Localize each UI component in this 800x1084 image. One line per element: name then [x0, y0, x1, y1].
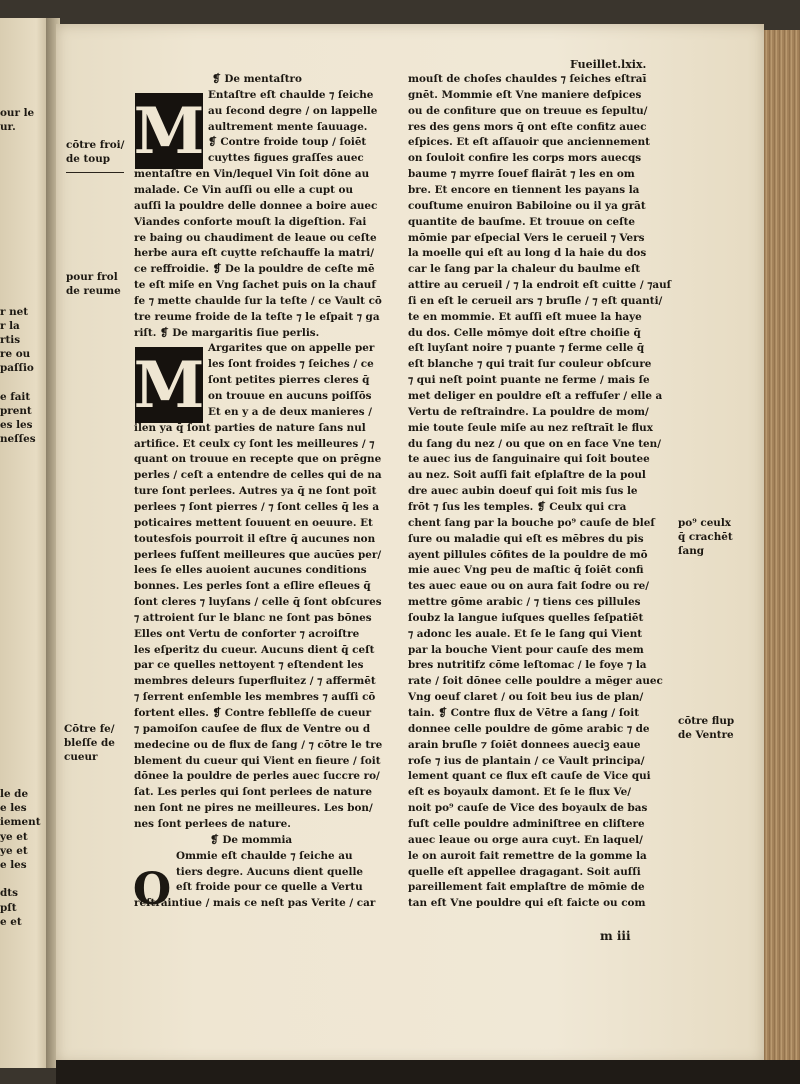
left-fragment-line	[0, 205, 44, 219]
col2-line: frōt ⁊ ſus les temples. ❡ Ceulx qui cra	[408, 500, 627, 513]
col2-line: quantite de bauſme. Et trouue on ceſte	[408, 215, 636, 228]
col1-line: quant on trouue en recepte que on prēgne	[134, 453, 382, 466]
left-fragment-line	[0, 149, 44, 163]
col1-line: cuyttes figues graſſes auec	[208, 152, 364, 165]
col2-line: lement quant ce flux eſt cauſe de Vice qui	[408, 770, 651, 783]
left-fragment-line: our le	[0, 107, 35, 119]
initial-m-mentastro: M	[133, 93, 205, 169]
left-fragment-line	[0, 532, 44, 546]
col1-line: perlees fuſſent meilleures que aucūes per/	[134, 548, 382, 561]
col2-line: du ſang du nez / ou que on en face Vne ten/	[408, 437, 662, 450]
left-fragment-line	[0, 588, 44, 602]
left-fragment-line	[0, 248, 44, 262]
initial-o-mommia: O	[132, 863, 172, 915]
col1-line: fortent elles. ❡ Contre feblleſſe de cueur	[134, 707, 372, 719]
col2-line: te en mommie. Et auſſi eſt muee la haye	[408, 310, 642, 323]
left-fragment-line	[0, 617, 44, 631]
left-fragment-line	[0, 716, 44, 730]
col2-line: mie toute ſeule miſe au nez reſtraīt le flux	[408, 421, 653, 434]
col1-line: on trouue en aucuns poiſſōs	[208, 390, 372, 402]
col2-line: donnee celle pouldre de gōme arabic ⁊ de	[408, 722, 650, 735]
left-fragment-line	[0, 702, 44, 716]
col1-line: reſtraintiue / mais ce neſt pas Verite / car	[134, 897, 376, 910]
col2-line: tan eſt Vne pouldre qui eſt faicte ou com	[408, 897, 646, 910]
bottom-shadow	[56, 1060, 800, 1084]
col1-line: au ſecond degre / on lappelle	[208, 104, 378, 117]
col2-line: eſt luyſant noire ⁊ puante ⁊ ferme celle q̄	[408, 342, 645, 355]
col2-line: ou de confiture que on treuue es ſepultu/	[408, 104, 648, 117]
margin-note-cueur: Cōtre fe/ bleſſe de cueur	[64, 723, 115, 763]
left-fragment-line	[0, 574, 44, 588]
col1-line: ⁊ ſerrent enſemble les membres ⁊ auſſi cō	[134, 691, 376, 704]
left-fragment-line	[0, 773, 44, 787]
col2-line: par la bouche Vient pour cauſe des mem	[408, 643, 644, 656]
col1-line: fe ⁊ mette chaulde ſur la teſte / ce Vault cō	[134, 294, 382, 307]
signature-mark: m iii	[600, 929, 631, 943]
col2-line: eſpices. Et eſt aſſauoir que anciennement	[408, 136, 650, 149]
col1-line: tre reume froide de la teſte ⁊ le eſpait ⁊ ga	[134, 310, 380, 323]
col1-line: membres deleurs ſuperfluitez / ⁊ affermēt	[134, 675, 376, 688]
left-fragment-line	[0, 546, 44, 560]
col2-line: bres nutritifz cōme leſtomac / le foye ⁊ la	[408, 659, 647, 672]
col2-line: fuſt celle pouldre adminiſtree en cliſtere	[408, 817, 645, 830]
col2-line: on ſouloit confire les corps mors auecqs	[408, 152, 642, 165]
left-fragment-line	[0, 262, 44, 276]
left-fragment-line	[0, 560, 44, 574]
col2-line: Vng oeuf claret / ou ſoit beu ius de plan/	[408, 691, 644, 704]
left-fragment-line	[0, 290, 44, 304]
col1-line: herbe aura eſt cuytte reſchauffe la matri/	[134, 247, 375, 260]
margin-note-crachent-sang: po⁹ ceulx q̄ crachēt ſang	[678, 517, 733, 557]
col1-line: ❡ De mommia	[210, 833, 293, 846]
col1-line: perlees ⁊ ſont pierres / ⁊ ſont celles q̄ les a	[134, 500, 380, 513]
col2-line: ayent pillules cōfites de la pouldre de mō	[408, 548, 648, 561]
left-fragment-line: dts	[0, 887, 18, 900]
col2-line: auec leaue ou orge aura cuyt. En laquel/	[408, 833, 643, 846]
col2-line: met deliger en pouldre eſt a reffuſer / elle a	[408, 390, 663, 402]
col2-line: eſt es boyaulx damont. Et ſe le flux Ve/	[408, 786, 632, 799]
left-fragment-line	[0, 872, 44, 886]
col1-line: nen ſont ne pires ne meilleures. Les bon/	[134, 802, 373, 815]
left-fragment-line	[0, 220, 44, 234]
col1-line: eſt froide pour ce quelle a Vertu	[176, 881, 363, 894]
col1-line: re baing ou chaudiment de leaue ou ceſte	[134, 231, 377, 244]
col1-line: ❡ De mentaſtro	[212, 73, 302, 85]
left-fragment-line: e fait	[0, 390, 31, 403]
col1-line: blement du cueur qui Vient en fieure / ſoit	[134, 754, 381, 767]
col1-line: Viandes conforte mouſt la digeſtion. Fai	[134, 215, 367, 228]
left-fragment-line	[0, 475, 44, 489]
page-block-edge	[758, 30, 800, 1060]
margin-note-reume: pour frol de reume	[66, 271, 121, 297]
left-fragment-line: pſt	[0, 901, 17, 914]
col1-line: ſat. Les perles qui ſont perlees de nature	[134, 786, 372, 799]
col1-line: artifice. Et ceulx cy ſont les meilleures / ⁊	[134, 437, 375, 450]
left-fragment-line	[0, 177, 44, 191]
col1-line: ❡ Contre froide toup / ſoiēt	[208, 136, 367, 149]
col1-line: bonnes. Les perles ſont a eſlire eſleues q̄	[134, 580, 371, 593]
col1-line: Ommie eſt chaulde ⁊ ſeiche au	[176, 849, 353, 862]
left-fragment-line	[0, 134, 44, 148]
left-fragment-line	[0, 688, 44, 702]
col2-line: le on auroit fait remettre de la gomme la	[408, 849, 647, 862]
left-fragment-line: es les	[0, 419, 33, 432]
col1-line: ſont cleres ⁊ luyſans / celle q̄ ſont obſcures	[134, 596, 382, 609]
col1-line: lees ſe elles auoient aucunes conditions	[134, 564, 367, 577]
left-page-fragments	[0, 106, 44, 929]
col1-line: Elles ont Vertu de conforter ⁊ acroiſtre	[134, 627, 360, 640]
left-fragment-line	[0, 234, 44, 248]
col1-line: poticaires mettent ſouuent en oeuure. Et	[134, 516, 373, 529]
left-fragment-line: e les	[0, 858, 27, 871]
left-fragment-line: e les	[0, 802, 27, 815]
margin-note-flux-ventre: cōtre flup de Ventre	[678, 715, 735, 741]
col2-line: roſe ⁊ ius de plantain / ce Vault principa/	[408, 754, 645, 767]
col1-line: te eſt miſe en Vng ſachet puis on la chauf	[134, 279, 376, 292]
col2-line: noit po⁹ cauſe de Vice des boyaulx de bas	[408, 802, 648, 815]
left-fragment-line	[0, 674, 44, 688]
left-fragment-line	[0, 489, 44, 503]
left-fragment-line: r la	[0, 319, 20, 332]
left-fragment-line: r net	[0, 305, 29, 318]
left-fragment-line: ur.	[0, 121, 16, 134]
col2-line: mōmie par eſpecial Vers le cerueil ⁊ Vers	[408, 231, 645, 244]
col2-line: couſtume enuiron Babiloine ou il ya grāt	[408, 199, 646, 212]
col2-line: chent ſang par la bouche po⁹ cauſe de bleſ	[408, 516, 655, 529]
margin-note-toux: cōtre froi/ de toup	[66, 139, 125, 165]
col2-line: au nez. Soit auſſi fait eſplaſtre de la poul	[408, 469, 646, 482]
col2-line: gnēt. Mommie eſt Vne maniere deſpices	[408, 88, 642, 101]
col1-line: Entaſtre eſt chaulde ⁊ ſeiche	[208, 88, 374, 101]
col2-line: tes auec eaue ou on aura fait ſodre ou re/	[408, 580, 650, 593]
col2-line: du dos. Celle mōmye doit eſtre choiſie q̄	[408, 326, 641, 339]
running-head: Fueillet.lxix.	[570, 58, 647, 71]
col1-line: malade. Ce Vin auſſi ou elle a cupt ou	[134, 183, 354, 196]
col1-line: ilen ya q̄ ſont parties de nature ſans nul	[134, 421, 366, 434]
col1-line: Argarites que on appelle per	[208, 342, 375, 355]
col2-line: ſoubz la langue iuſques quelles ſeſpatiēt	[408, 611, 644, 624]
left-fragment-line: iement	[0, 816, 41, 829]
col1-line: ⁊ attroient ſur le blanc ne ſont pas bōnes	[134, 611, 372, 624]
left-fragment-line	[0, 730, 44, 744]
left-fragment-line	[0, 461, 44, 475]
left-fragment-line: ye et	[0, 844, 28, 857]
left-fragment-line: le de	[0, 788, 29, 800]
col2-line: tain. ❡ Contre flux de Vētre a ſang / ſoit	[408, 707, 639, 719]
left-fragment-line	[0, 376, 44, 390]
left-fragment-line: paſſio	[0, 362, 34, 375]
initial-m-margarites: M	[133, 347, 205, 423]
col2-line: ſure ou maladie qui eſt es mēbres du pis	[408, 532, 644, 545]
col1-line: les ſont froides ⁊ ſeiches / ce	[208, 358, 374, 371]
left-fragment-line: e et	[0, 915, 22, 928]
col1-line: par ce quelles nettoyent ⁊ eſtendent les	[134, 659, 364, 672]
col2-line: mettre gōme arabic / ⁊ tiens ces pillules	[408, 596, 641, 609]
left-fragment-line	[0, 163, 44, 177]
left-fragment-line	[0, 276, 44, 290]
col2-line: Vertu de reſtraindre. La pouldre de mom/	[408, 405, 649, 418]
col2-line: ſi en eſt le cerueil ars ⁊ bruſle / ⁊ eſt quanti/	[408, 294, 663, 307]
col2-line: car le ſang par la chaleur du baulme eſt	[408, 263, 641, 276]
col1-line: toutesfois pourroit il eſtre q̄ aucunes non	[134, 532, 376, 545]
col2-line: dre auec aubin doeuf qui ſoit mis ſus le	[408, 485, 638, 498]
left-fragment-line	[0, 744, 44, 758]
col2-line: baume ⁊ myrre ſouef flairāt ⁊ les en om	[408, 168, 635, 181]
col1-line: les eſperitz du cueur. Aucuns dient q̄ ceſt	[134, 643, 375, 656]
left-fragment-line	[0, 603, 44, 617]
left-fragment-line	[0, 447, 44, 461]
left-fragment-line: re ou	[0, 348, 31, 361]
left-fragment-line: neſſes	[0, 433, 36, 446]
col2-line: arain bruſle ⁊ ſoiēt donnees aueciꝫ eaue	[408, 738, 641, 751]
col2-line: la moelle qui eſt au long d la haie du dos	[408, 247, 647, 260]
col2-line: bre. Et encore en tiennent les payans la	[408, 183, 640, 196]
left-fragment-line	[0, 759, 44, 773]
col1-line: auſſi la pouldre delle donnee a boire auec	[134, 199, 378, 212]
col1-line: tiers degre. Aucuns dient quelle	[176, 865, 364, 878]
col1-line: nes ſont perlees de nature.	[134, 817, 291, 830]
col2-line: te auec ius de ſanguinaire qui ſoit boutee	[408, 453, 650, 466]
col2-line: eſt blanche ⁊ qui trait ſur couleur obſcure	[408, 358, 652, 371]
left-fragment-line	[0, 191, 44, 205]
col1-line: ſont petites pierres cleres q̄	[208, 374, 370, 387]
col1-line: medecine ou de flux de ſang / ⁊ cōtre le tre	[134, 738, 383, 751]
left-fragment-line	[0, 631, 44, 645]
col2-line: pareillement fait emplaſtre de mōmie de	[408, 881, 645, 894]
col2-line: attire au cerueil / ⁊ la endroit eſt cuitte / ⁊auſ	[408, 279, 672, 292]
left-fragment-line	[0, 503, 44, 517]
left-fragment-line	[0, 659, 44, 673]
left-fragment-line	[0, 517, 44, 531]
col1-line: dōnee la pouldre de perles auec ſuccre ro/	[134, 770, 380, 783]
col2-line: rate / ſoit dōnee celle pouldre a mēger auec	[408, 675, 663, 688]
col1-line: aultrement mente ſauuage.	[208, 120, 368, 133]
col1-line: ⁊ pamoiſon cauſee de flux de Ventre ou d	[134, 722, 371, 735]
left-fragment-line: ye et	[0, 830, 28, 843]
left-fragment-line: rtis	[0, 334, 21, 346]
col1-line: mentaſtre en Vin/lequel Vin ſoit dōne au	[134, 168, 370, 181]
col2-line: ⁊ adonc les auale. Et ſe le ſang qui Vient	[408, 627, 643, 640]
left-fragment-line: prent	[0, 404, 32, 417]
col2-line: ⁊ qui neſt point puante ne ferme / mais ſe	[408, 374, 650, 387]
col1-line: riſt. ❡ De margaritis ſiue perlis.	[134, 326, 320, 339]
col2-line: res des gens mors q̄ ont eſte confitz auec	[408, 120, 647, 133]
left-fragment-line	[0, 645, 44, 659]
col2-line: quelle eſt appellee dragagant. Soit auſſi	[408, 865, 641, 878]
col1-line: perles / ceſt a entendre de celles qui de na	[134, 469, 382, 482]
col1-line: ture ſont perlees. Autres ya q̄ ne ſont poīt	[134, 485, 377, 498]
margin-note-underline	[66, 172, 124, 173]
col2-line: mouſt de choſes chauldes ⁊ ſeiches eſtraī	[408, 73, 647, 85]
col1-line: ce reffroidie. ❡ De la pouldre de ceſte mē	[134, 263, 375, 276]
col2-line: mie auec Vng peu de maſtic q̄ ſoiēt confi	[408, 564, 644, 577]
col1-line: Et en y a de deux manieres /	[208, 405, 373, 418]
